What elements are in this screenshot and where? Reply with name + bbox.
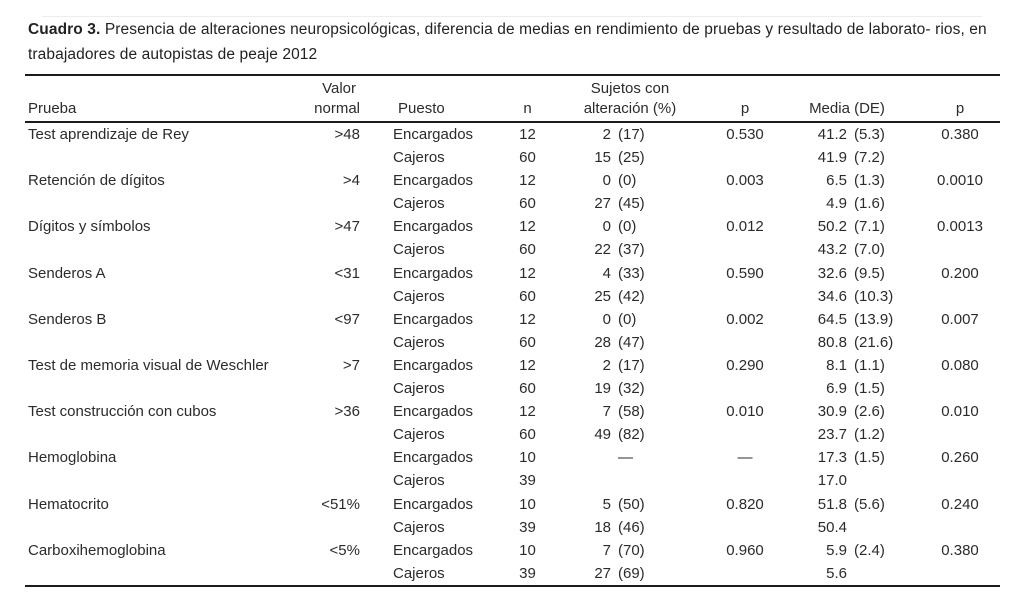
cell-n: 60 — [519, 333, 536, 351]
cell-prueba — [25, 423, 298, 446]
col-header-valor-normal — [298, 79, 360, 121]
cell-p-alteracion: — — [737, 449, 753, 467]
cell-prueba: Senderos A — [28, 264, 106, 282]
cell-puesto: Encargados — [393, 218, 474, 236]
cell-media: 50.4 — [817, 518, 847, 536]
cell-puesto: Encargados — [393, 356, 474, 374]
col-header-p1: p — [740, 100, 750, 117]
cell-p-media: 0.240 — [941, 495, 979, 513]
table-row — [25, 262, 1000, 285]
cell-n: 10 — [519, 449, 536, 467]
cell-media: 6.5 — [826, 172, 847, 190]
cell-p-media — [920, 192, 1000, 215]
cell-n: 39 — [519, 564, 536, 582]
cell-prueba — [25, 516, 298, 539]
table-header-row — [25, 76, 1000, 123]
cell-puesto: Cajeros — [393, 518, 445, 536]
cell-p-media: 0.260 — [941, 449, 979, 467]
cell-sujetos-percent: — — [618, 449, 633, 467]
cell-media: 8.1 — [826, 356, 847, 374]
cell-de: (7.0) — [854, 241, 885, 259]
cell-p-alteracion — [695, 516, 795, 539]
cell-de: (7.1) — [854, 218, 885, 236]
table-caption-text-line2: rios, en trabajadores de autopistas de peaje 2012 — [28, 21, 987, 63]
cell-sujetos-percent: (47) — [618, 333, 645, 351]
table-row — [25, 285, 1000, 308]
cell-de: (9.5) — [854, 264, 885, 282]
cell-valor-normal — [298, 516, 360, 539]
cell-p-media: 0.080 — [941, 356, 979, 374]
cell-p-media — [920, 423, 1000, 446]
cell-p-alteracion: 0.820 — [726, 495, 764, 513]
cell-puesto: Encargados — [393, 264, 474, 282]
cell-valor-normal — [298, 423, 360, 446]
cell-prueba: Dígitos y símbolos — [28, 218, 151, 236]
cell-de: (13.9) — [854, 310, 894, 328]
results-table — [25, 74, 1000, 587]
cell-media: 17.3 — [817, 449, 847, 467]
cell-puesto: Cajeros — [393, 241, 445, 259]
cell-media: 23.7 — [817, 426, 847, 444]
cell-valor-normal: >48 — [334, 126, 360, 143]
cell-puesto: Encargados — [393, 541, 474, 559]
cell-sujetos-percent: (17) — [618, 126, 645, 143]
cell-p-media: 0.0013 — [937, 218, 983, 236]
cell-sujetos-count: 49 — [594, 426, 611, 444]
cell-p-alteracion: 0.960 — [726, 541, 764, 559]
cell-sujetos-count: 2 — [602, 126, 611, 143]
cell-n: 60 — [519, 241, 536, 259]
cell-p-alteracion — [695, 146, 795, 169]
cell-n: 12 — [519, 356, 536, 374]
cell-media: 5.6 — [826, 564, 847, 582]
col-header-sujetos — [565, 79, 695, 121]
cell-puesto: Cajeros — [393, 287, 445, 305]
cell-de: (1.6) — [854, 195, 885, 213]
cell-puesto: Cajeros — [393, 149, 445, 167]
cell-media: 34.6 — [817, 287, 847, 305]
cell-valor-normal: <5% — [329, 541, 360, 559]
cell-p-media — [920, 285, 1000, 308]
cell-p-media — [920, 238, 1000, 261]
cell-valor-normal: <97 — [334, 310, 360, 328]
cell-media: 4.9 — [826, 195, 847, 213]
cell-sujetos-count: 2 — [602, 356, 611, 374]
table-row — [25, 446, 1000, 469]
cell-sujetos-count: 0 — [602, 310, 611, 328]
table-row — [25, 562, 1000, 585]
cell-sujetos-percent: (33) — [618, 264, 645, 282]
cell-prueba: Senderos B — [28, 310, 107, 328]
cell-de: (21.6) — [854, 333, 894, 351]
cell-n: 12 — [519, 264, 536, 282]
cell-puesto: Encargados — [393, 126, 474, 143]
cell-de: (5.6) — [854, 495, 885, 513]
cell-p-alteracion — [695, 562, 795, 585]
col-header-valor-line2: normal — [314, 100, 360, 117]
table-caption — [28, 17, 996, 67]
cell-prueba: Hematocrito — [28, 495, 109, 513]
table-caption-text-line1: Presencia de alteraciones neuropsicológicas, diferencia de medias en rendimiento de pruebas y resultado de laborato- — [104, 21, 931, 38]
cell-p-alteracion: 0.002 — [726, 310, 764, 328]
cell-sujetos-count: 5 — [602, 495, 611, 513]
cell-puesto: Cajeros — [393, 472, 445, 490]
cell-n: 60 — [519, 287, 536, 305]
cell-p-alteracion: 0.012 — [726, 218, 764, 236]
table-row — [25, 215, 1000, 238]
cell-valor-normal — [298, 146, 360, 169]
cell-sujetos-percent: (45) — [618, 195, 645, 213]
cell-n: 60 — [519, 149, 536, 167]
col-header-valor-line1: Valor — [322, 80, 356, 97]
cell-sujetos-percent: (58) — [618, 403, 645, 421]
cell-sujetos-percent: (25) — [618, 149, 645, 167]
cell-p-alteracion — [695, 238, 795, 261]
cell-prueba — [25, 192, 298, 215]
cell-valor-normal — [298, 469, 360, 492]
cell-prueba — [25, 331, 298, 354]
cell-sujetos-count: 22 — [594, 241, 611, 259]
cell-sujetos-count: 7 — [602, 541, 611, 559]
cell-valor-normal: <31 — [334, 264, 360, 282]
cell-puesto: Cajeros — [393, 380, 445, 398]
cell-p-alteracion — [695, 192, 795, 215]
cell-prueba — [25, 377, 298, 400]
cell-de: (5.3) — [854, 126, 885, 143]
cell-prueba: Test de memoria visual de Weschler — [28, 356, 269, 374]
cell-sujetos-percent — [618, 469, 658, 492]
col-header-p2: p — [955, 100, 965, 117]
cell-n: 12 — [519, 310, 536, 328]
cell-p-media: 0.010 — [941, 403, 979, 421]
cell-valor-normal — [298, 377, 360, 400]
cell-p-media: 0.380 — [941, 126, 979, 143]
cell-p-alteracion — [695, 331, 795, 354]
cell-p-media — [920, 562, 1000, 585]
col-header-prueba: Prueba — [28, 100, 77, 117]
cell-media: 6.9 — [826, 380, 847, 398]
cell-media: 80.8 — [817, 333, 847, 351]
cell-media: 50.2 — [817, 218, 847, 236]
cell-n: 60 — [519, 380, 536, 398]
table-row — [25, 192, 1000, 215]
cell-de: (2.6) — [854, 403, 885, 421]
cell-valor-normal — [298, 192, 360, 215]
table-row — [25, 308, 1000, 331]
cell-sujetos-percent: (69) — [618, 564, 645, 582]
cell-sujetos-percent: (17) — [618, 356, 645, 374]
cell-valor-normal: >7 — [342, 356, 360, 374]
cell-prueba: Retención de dígitos — [28, 172, 165, 190]
cell-sujetos-count: 15 — [594, 149, 611, 167]
cell-p-alteracion — [695, 285, 795, 308]
table-body — [25, 123, 1000, 585]
cell-n: 39 — [519, 472, 536, 490]
cell-sujetos-count: 0 — [602, 172, 611, 190]
cell-valor-normal — [298, 562, 360, 585]
cell-p-media — [920, 516, 1000, 539]
cell-valor-normal — [298, 331, 360, 354]
cell-puesto: Cajeros — [393, 333, 445, 351]
cell-de: (1.1) — [854, 356, 885, 374]
table-row — [25, 469, 1000, 492]
cell-p-alteracion: 0.003 — [726, 172, 764, 190]
cell-sujetos-count: 27 — [594, 564, 611, 582]
cell-p-media — [920, 331, 1000, 354]
cell-p-media: 0.0010 — [937, 172, 983, 190]
cell-n: 12 — [519, 126, 536, 143]
cell-p-media — [920, 377, 1000, 400]
cell-p-media: 0.200 — [941, 264, 979, 282]
cell-prueba: Carboxihemoglobina — [28, 541, 166, 559]
cell-sujetos-percent: (37) — [618, 241, 645, 259]
cell-de — [854, 469, 899, 492]
cell-media: 5.9 — [826, 541, 847, 559]
cell-n: 12 — [519, 172, 536, 190]
table-row — [25, 377, 1000, 400]
cell-p-media: 0.007 — [941, 310, 979, 328]
table-row — [25, 331, 1000, 354]
cell-sujetos-percent: (82) — [618, 426, 645, 444]
cell-sujetos-count — [565, 469, 611, 492]
cell-prueba — [25, 469, 298, 492]
table-row — [25, 539, 1000, 562]
cell-sujetos-count: 18 — [594, 518, 611, 536]
cell-de — [854, 516, 899, 539]
table-row — [25, 146, 1000, 169]
cell-p-alteracion — [695, 377, 795, 400]
col-header-media: Media (DE) — [809, 100, 885, 117]
col-header-puesto: Puesto — [398, 100, 445, 117]
cell-puesto: Encargados — [393, 403, 474, 421]
table-caption-label: Cuadro 3. — [28, 21, 101, 38]
col-header-sujetos-line1: Sujetos con — [590, 80, 670, 97]
cell-media: 43.2 — [817, 241, 847, 259]
cell-valor-normal: >36 — [334, 403, 360, 421]
table-row — [25, 169, 1000, 192]
cell-sujetos-count: 7 — [602, 403, 611, 421]
table-row — [25, 238, 1000, 261]
cell-n: 39 — [519, 518, 536, 536]
cell-puesto: Encargados — [393, 495, 474, 513]
table-row — [25, 423, 1000, 446]
cell-media: 32.6 — [817, 264, 847, 282]
table-row — [25, 354, 1000, 377]
cell-puesto: Encargados — [393, 310, 474, 328]
cell-puesto: Cajeros — [393, 426, 445, 444]
cell-puesto: Encargados — [393, 449, 474, 467]
cell-n: 12 — [519, 218, 536, 236]
cell-valor-normal — [298, 238, 360, 261]
cell-valor-normal — [298, 446, 360, 469]
cell-prueba: Hemoglobina — [28, 449, 117, 467]
cell-media: 64.5 — [817, 310, 847, 328]
cell-prueba — [25, 562, 298, 585]
cell-puesto: Cajeros — [393, 564, 445, 582]
cell-prueba — [25, 238, 298, 261]
col-header-n: n — [523, 100, 532, 117]
cell-valor-normal: >47 — [334, 218, 360, 236]
cell-prueba — [25, 285, 298, 308]
cell-sujetos-count — [565, 446, 611, 469]
cell-sujetos-percent: (0) — [618, 218, 637, 236]
cell-sujetos-count: 25 — [594, 287, 611, 305]
cell-p-media — [920, 146, 1000, 169]
cell-de: (2.4) — [854, 541, 885, 559]
cell-sujetos-percent: (0) — [618, 310, 637, 328]
table-row — [25, 123, 1000, 146]
cell-p-alteracion — [695, 469, 795, 492]
table-row — [25, 493, 1000, 516]
cell-p-alteracion: 0.590 — [726, 264, 764, 282]
cell-prueba: Test construcción con cubos — [28, 403, 217, 421]
cell-media: 51.8 — [817, 495, 847, 513]
cell-sujetos-percent: (46) — [618, 518, 645, 536]
cell-sujetos-percent: (0) — [618, 172, 637, 190]
cell-de: (1.3) — [854, 172, 885, 190]
table-row — [25, 516, 1000, 539]
cell-n: 10 — [519, 541, 536, 559]
cell-de: (1.5) — [854, 449, 885, 467]
cell-valor-normal: <51% — [321, 495, 360, 513]
cell-p-alteracion: 0.010 — [726, 403, 764, 421]
cell-p-alteracion — [695, 423, 795, 446]
cell-de: (1.5) — [854, 380, 885, 398]
cell-sujetos-percent: (42) — [618, 287, 645, 305]
cell-p-alteracion: 0.290 — [726, 356, 764, 374]
cell-sujetos-count: 0 — [602, 218, 611, 236]
cell-sujetos-count: 4 — [602, 264, 611, 282]
cell-valor-normal — [298, 285, 360, 308]
cell-media: 30.9 — [817, 403, 847, 421]
cell-n: 12 — [519, 403, 536, 421]
cell-sujetos-count: 28 — [594, 333, 611, 351]
col-header-sujetos-line2: alteración (%) — [583, 100, 677, 117]
cell-media: 41.9 — [817, 149, 847, 167]
cell-media: 17.0 — [817, 472, 847, 490]
cell-prueba: Test aprendizaje de Rey — [28, 126, 189, 143]
cell-n: 60 — [519, 426, 536, 444]
cell-sujetos-count: 27 — [594, 195, 611, 213]
cell-de — [854, 562, 899, 585]
cell-p-media — [920, 469, 1000, 492]
cell-sujetos-percent: (70) — [618, 541, 645, 559]
cell-sujetos-count: 19 — [594, 380, 611, 398]
cell-de: (7.2) — [854, 149, 885, 167]
cell-p-media: 0.380 — [941, 541, 979, 559]
cell-puesto: Encargados — [393, 172, 474, 190]
cell-n: 60 — [519, 195, 536, 213]
cell-n: 10 — [519, 495, 536, 513]
cell-media: 41.2 — [817, 126, 847, 143]
cell-prueba — [25, 146, 298, 169]
cell-valor-normal: >4 — [342, 172, 360, 190]
cell-p-alteracion: 0.530 — [726, 126, 764, 143]
table-row — [25, 400, 1000, 423]
cell-sujetos-percent: (32) — [618, 380, 645, 398]
cell-puesto: Cajeros — [393, 195, 445, 213]
cell-de: (1.2) — [854, 426, 885, 444]
cell-de: (10.3) — [854, 287, 894, 305]
cell-sujetos-percent: (50) — [618, 495, 645, 513]
